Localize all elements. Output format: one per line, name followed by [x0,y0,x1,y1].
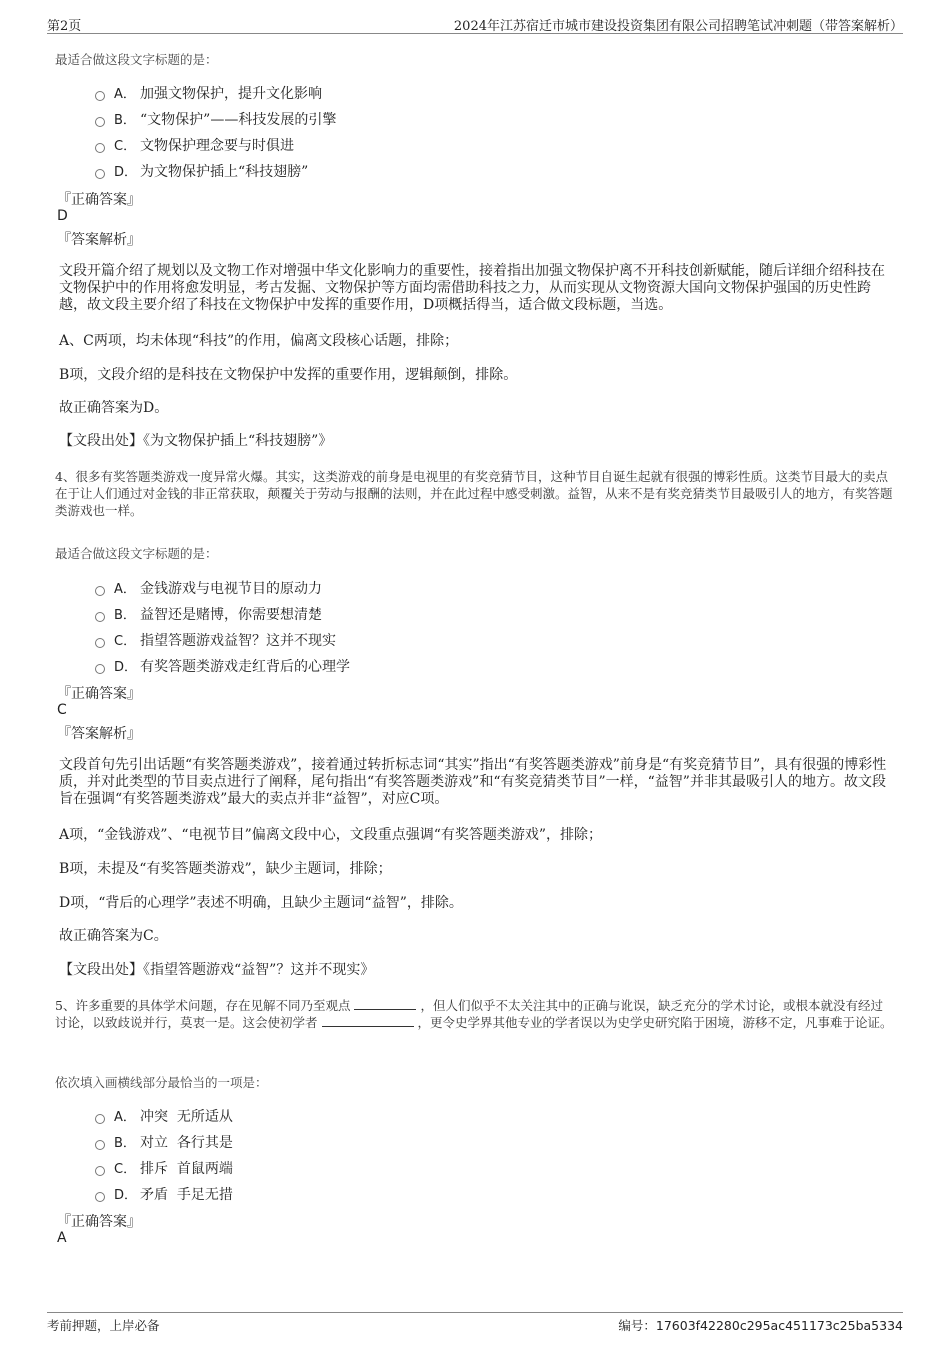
radio-icon[interactable] [95,638,105,648]
page-number: 第2页 [47,19,82,34]
radio-icon[interactable] [95,1166,105,1176]
q3-analysis-main: 文段开篇介绍了规划以及文物工作对增强中华文化影响力的重要性，接着指出加强文物保护离不开科技创新赋能，随后详细介绍科技在文物保护中的作用将愈发明显，考古发掘、文物保护等方面均需借助科技之力，从而实现从文物资源大国向文物保护强国的历史性跨越，故文段主要介绍了科技在文物保护中发挥的重要作用，D项概括得当，适合做文段标题，当选。 [59,263,885,313]
q5-option-d[interactable]: D． 矛盾 手足无措 [95,1184,233,1202]
q3-analysis-b: B项，文段介绍的是科技在文物保护中发挥的重要作用，逻辑颠倒，排除。 [59,367,518,383]
radio-icon[interactable] [95,586,105,596]
radio-icon[interactable] [95,1114,105,1124]
radio-icon[interactable] [95,169,105,179]
q5-option-b[interactable]: B． 对立 各行其是 [95,1132,233,1150]
q4-option-d[interactable]: D． 有奖答题类游戏走红背后的心理学 [95,656,350,674]
q3-option-b[interactable]: B． “文物保护”——科技发展的引擎 [95,109,336,127]
q5-answer: A [57,1230,67,1246]
q4-analysis-label: 『答案解析』 [57,726,141,742]
q3-analysis-ac: A、C两项，均未体现“科技”的作用，偏离文段核心话题，排除； [59,333,459,349]
radio-icon[interactable] [95,1140,105,1150]
q5-prompt: 依次填入画横线部分最恰当的一项是： [55,1075,268,1090]
radio-icon[interactable] [95,117,105,127]
q4-analysis-a: A项，“金钱游戏”、“电视节目”偏离文段中心，文段重点强调“有奖答题类游戏”，排除； [59,827,603,843]
footer-slogan: 考前押题，上岸必备 [47,1318,160,1333]
q4-analysis-b: B项，未提及“有奖答题类游戏”，缺少主题词，排除； [59,861,392,877]
q5-blank-2[interactable] [322,1014,414,1027]
q3-option-a[interactable]: A． 加强文物保护，提升文化影响 [95,83,322,101]
radio-icon[interactable] [95,91,105,101]
page-header [47,13,903,34]
document-title: 2024年江苏宿迁市城市建设投资集团有限公司招聘笔试冲刺题（带答案解析） [453,19,903,34]
q3-analysis-label: 『答案解析』 [57,232,141,248]
q4-stem: 4、很多有奖答题类游戏一度异常火爆。其实，这类游戏的前身是电视里的有奖竞猜节目，这种节目自诞生起就有很强的博彩性质。这类节目最大的卖点在于让人们通过对金钱的非正常获取，颠覆关于劳动与报酬的法则，并在此过程中感受刺激。益智，从来不是有奖竞猜类节目最吸引人的地方，有奖答题类游戏也一样。 [55,469,893,518]
q4-answer: C [57,702,67,718]
q3-answer: D [57,208,68,224]
q5-option-a[interactable]: A． 冲突 无所适从 [95,1106,233,1124]
q4-option-c[interactable]: C． 指望答题游戏益智？这并不现实 [95,630,336,648]
q4-conclusion: 故正确答案为C。 [59,928,168,944]
q4-analysis-main: 文段首句先引出话题“有奖答题类游戏”，接着通过转折标志词“其实”指出“有奖答题类游戏”前身是“有奖竞猜节目”，具有很强的博彩性质，并对此类型的节目卖点进行了阐释，尾句指出“有奖答题类游戏”和“有奖竞猜类节目”一样，“益智”并非其最吸引人的地方。故文段旨在强调“有奖答题类游戏”最大的卖点并非“益智”，对应C项。 [59,757,887,807]
q3-option-d[interactable]: D． 为文物保护插上“科技翅膀” [95,161,308,179]
q3-source: 【文段出处】《为文物保护插上“科技翅膀”》 [59,433,333,449]
page-footer [47,1312,903,1333]
document-code: 编号：17603f42280c295ac451173c25ba5334 [618,1318,903,1333]
radio-icon[interactable] [95,612,105,622]
q3-answer-label: 『正确答案』 [57,192,141,208]
q4-source: 【文段出处】《指望答题游戏“益智”？这并不现实》 [59,962,375,978]
q5-blank-1[interactable] [354,997,416,1010]
q3-conclusion: 故正确答案为D。 [59,400,169,416]
q3-prompt: 最适合做这段文字标题的是： [55,52,218,67]
q4-option-a[interactable]: A． 金钱游戏与电视节目的原动力 [95,578,322,596]
q3-option-c[interactable]: C． 文物保护理念要与时俱进 [95,135,294,153]
radio-icon[interactable] [95,1192,105,1202]
q4-answer-label: 『正确答案』 [57,686,141,702]
q5-option-c[interactable]: C． 排斥 首鼠两端 [95,1158,233,1176]
q5-stem: 5、许多重要的具体学术问题，存在见解不同乃至观点 ，但人们似乎不太关注其中的正确与讹误，缺乏充分的学术讨论，或根本就没有经过讨论，以致歧说并行，莫衷一是。这会使初学者 ，更令史学界其他专业的学者误以为史学史研究陷于困境，游移不定，凡事难于论证。 [55,998,893,1030]
radio-icon[interactable] [95,143,105,153]
q4-analysis-d: D项，“背后的心理学”表述不明确，且缺少主题词“益智”，排除。 [59,895,463,911]
q5-answer-label: 『正确答案』 [57,1214,141,1230]
radio-icon[interactable] [95,664,105,674]
q4-option-b[interactable]: B． 益智还是赌博，你需要想清楚 [95,604,322,622]
q4-prompt: 最适合做这段文字标题的是： [55,546,218,561]
